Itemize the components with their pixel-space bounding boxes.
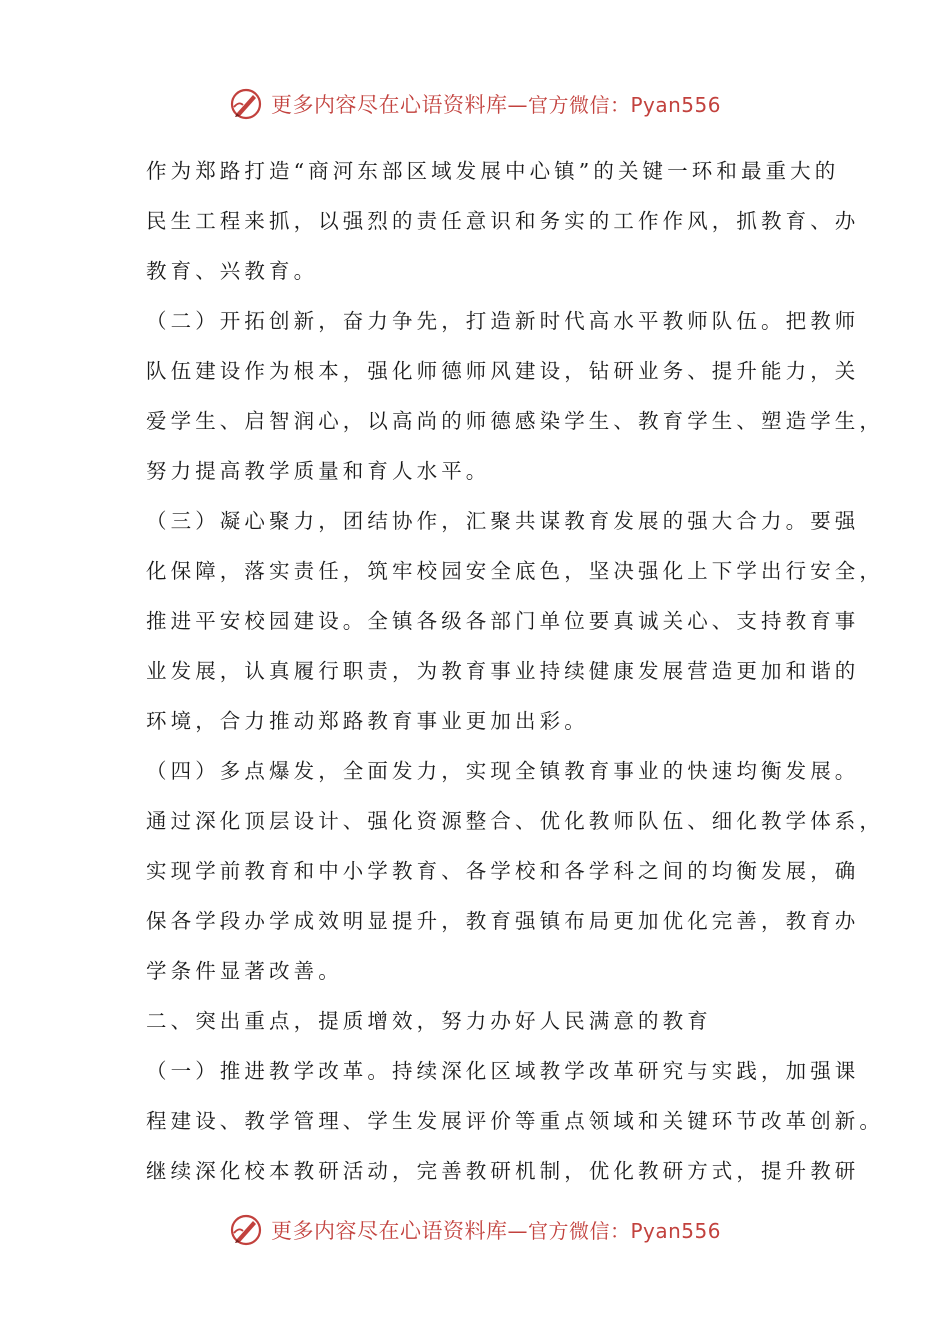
text-line: 二、突出重点，提质增效，努力办好人民满意的教育 — [146, 1009, 712, 1033]
watermark-text: 更多内容尽在心语资料库—官方微信：Pyan556 — [270, 93, 721, 117]
watermark-text: 更多内容尽在心语资料库—官方微信：Pyan556 — [270, 1219, 721, 1243]
text-line: 队伍建设作为根本，强化师德师风建设，钻研业务、提升能力，关 — [146, 359, 860, 383]
text-line: 作为郑路打造“商河东部区域发展中心镇”的关键一环和最重大的 — [146, 159, 840, 183]
text-line: 教育、兴教育。 — [146, 259, 319, 283]
watermark-header — [0, 82, 950, 126]
text-line: 化保障，落实责任，筑牢校园安全底色，坚决强化上下学出行安全， — [146, 559, 884, 583]
text-line: 实现学前教育和中小学教育、各学校和各学科之间的均衡发展，确 — [146, 859, 860, 883]
text-line: 学条件显著改善。 — [146, 959, 343, 983]
pen-logo-icon — [229, 1213, 263, 1247]
text-line: 继续深化校本教研活动，完善教研机制，优化教研方式，提升教研 — [146, 1159, 860, 1183]
text-line: 保各学段办学成效明显提升，教育强镇布局更加优化完善，教育办 — [146, 909, 860, 933]
text-line: 程建设、教学管理、学生发展评价等重点领域和关键环节改革创新。 — [146, 1109, 884, 1133]
text-line: （二）开拓创新，奋力争先，打造新时代高水平教师队伍。把教师 — [146, 309, 860, 333]
document-body — [146, 146, 884, 1196]
text-line: 通过深化顶层设计、强化资源整合、优化教师队伍、细化教学体系， — [146, 809, 884, 833]
text-line: 爱学生、启智润心，以高尚的师德感染学生、教育学生、塑造学生， — [146, 409, 884, 433]
text-line: 业发展，认真履行职责，为教育事业持续健康发展营造更加和谐的 — [146, 659, 860, 683]
text-line: （四）多点爆发，全面发力，实现全镇教育事业的快速均衡发展。 — [146, 759, 860, 783]
text-line: （一）推进教学改革。持续深化区域教学改革研究与实践，加强课 — [146, 1059, 860, 1083]
text-line: 环境，合力推动郑路教育事业更加出彩。 — [146, 709, 589, 733]
watermark-footer — [0, 1208, 950, 1252]
text-line: （三）凝心聚力，团结协作，汇聚共谋教育发展的强大合力。要强 — [146, 509, 860, 533]
text-line: 民生工程来抓，以强烈的责任意识和务实的工作作风，抓教育、办 — [146, 209, 860, 233]
pen-logo-icon — [229, 87, 263, 121]
text-line: 努力提高教学质量和育人水平。 — [146, 459, 491, 483]
text-line: 推进平安校园建设。全镇各级各部门单位要真诚关心、支持教育事 — [146, 609, 860, 633]
